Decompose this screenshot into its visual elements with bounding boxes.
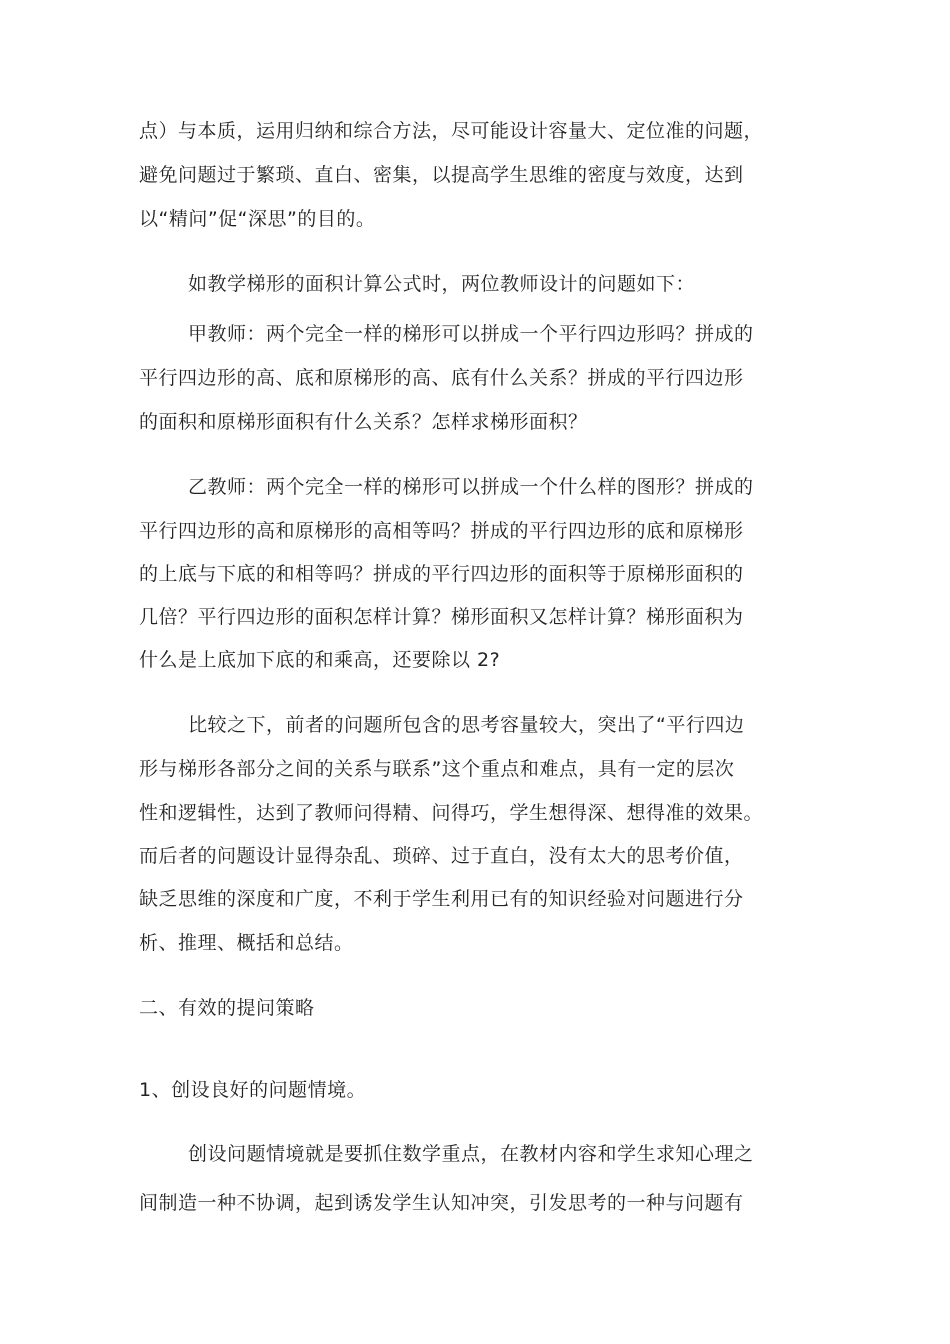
paragraph-line: 如教学梯形的面积计算公式时，两位教师设计的问题如下： [188,273,696,295]
paragraph-line: 甲教师：两个完全一样的梯形可以拼成一个平行四边形吗？拼成的 [188,323,754,345]
paragraph-line: 创设问题情境就是要抓住数学重点，在教材内容和学生求知心理之 [188,1143,754,1165]
paragraph-line: 缺乏思维的深度和广度，不利于学生利用已有的知识经验对问题进行分 [139,888,744,910]
paragraph-line: 而后者的问题设计显得杂乱、琐碎、过于直白，没有太大的思考价值， [139,845,744,867]
paragraph-line: 间制造一种不协调，起到诱发学生认知冲突，引发思考的一种与问题有 [139,1192,744,1214]
paragraph-line: 乙教师：两个完全一样的梯形可以拼成一个什么样的图形？拼成的 [188,476,754,498]
paragraph-line: 的上底与下底的和相等吗？拼成的平行四边形的面积等于原梯形面积的 [139,563,744,585]
paragraph-line: 避免问题过于繁琐、直白、密集，以提高学生思维的密度与效度，达到 [139,164,744,186]
paragraph-line: 平行四边形的高和原梯形的高相等吗？拼成的平行四边形的底和原梯形 [139,520,744,542]
paragraph-line: 形与梯形各部分之间的关系与联系”这个重点和难点，具有一定的层次 [139,758,735,780]
paragraph-line: 平行四边形的高、底和原梯形的高、底有什么关系？拼成的平行四边形 [139,367,744,389]
paragraph-line: 几倍？平行四边形的面积怎样计算？梯形面积又怎样计算？梯形面积为 [139,606,744,628]
paragraph-line: 点）与本质，运用归纳和综合方法，尽可能设计容量大、定位准的问题， [139,120,764,142]
paragraph-line: 比较之下，前者的问题所包含的思考容量较大，突出了“平行四边 [188,714,745,736]
paragraph-line: 析、推理、概括和总结。 [139,932,354,954]
paragraph-line: 什么是上底加下底的和乘高，还要除以 2? [139,649,501,671]
paragraph-line: 性和逻辑性，达到了教师问得精、问得巧，学生想得深、想得准的效果。 [139,802,764,824]
section-heading: 二、有效的提问策略 [139,997,315,1019]
paragraph-line: 的面积和原梯形面积有什么关系？怎样求梯形面积？ [139,411,588,433]
subsection-heading: 1、创设良好的问题情境。 [139,1079,367,1101]
paragraph-line: 以“精问”促“深思”的目的。 [139,208,376,230]
